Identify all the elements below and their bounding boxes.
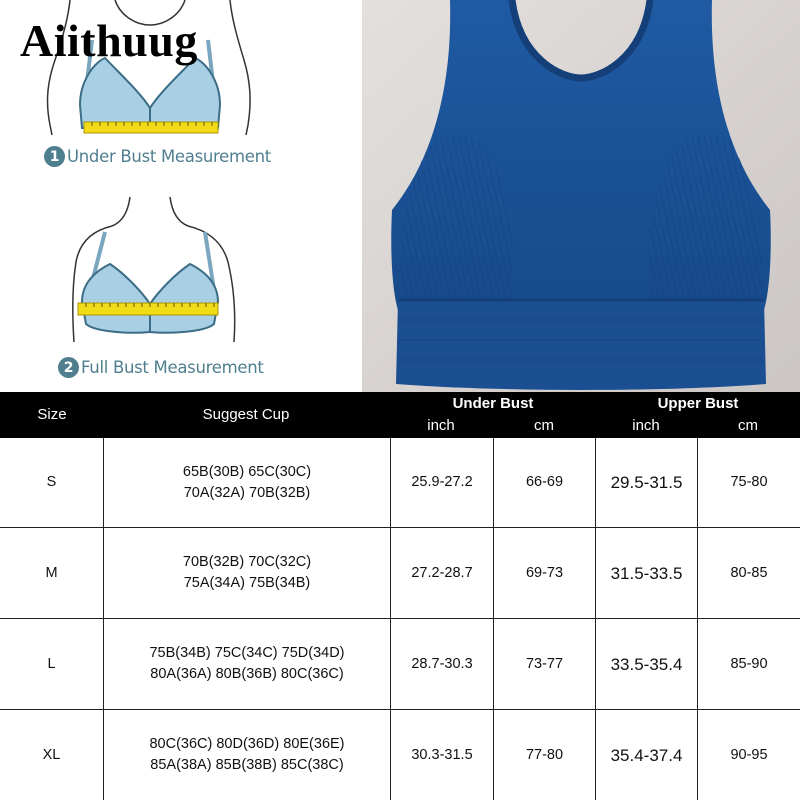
under-bust-caption [44, 146, 271, 167]
cup-line: 80C(36C) 80D(36D) 80E(36E) [149, 736, 345, 752]
size-cell: XL [42, 746, 61, 763]
table-row [0, 528, 800, 618]
cup-line: 70A(32A) 70B(32B) [183, 484, 311, 501]
header-suggest-cup: Suggest Cup [202, 406, 290, 423]
size-cell: L [47, 655, 56, 672]
cup-line: 85A(38A) 85B(38B) 85C(38C) [150, 757, 344, 773]
under-bust-cm-cell: 73-77 [525, 655, 564, 672]
cup-cell [104, 710, 390, 800]
upper-bust-inch-cell: 29.5-31.5 [610, 473, 683, 492]
header-upper-cm: cm [738, 417, 758, 434]
full-bust-label: Full Bust Measurement [81, 358, 264, 377]
full-bust-caption [58, 357, 264, 378]
size-cell: M [45, 564, 58, 581]
upper-bust-inch-cell: 33.5-35.4 [610, 654, 683, 674]
table-row [0, 438, 800, 527]
under-bust-inch-cell: 27.2-28.7 [411, 564, 473, 581]
under-bust-inch-cell: 28.7-30.3 [411, 655, 473, 672]
brand-logo: Aiithuug [20, 15, 198, 66]
under-bust-inch-cell: 25.9-27.2 [411, 474, 473, 490]
cup-line: 75A(34A) 75B(34B) [183, 575, 311, 591]
header-under-cm: cm [534, 417, 554, 434]
header-under-bust: Under Bust [452, 395, 534, 412]
cup-cell [104, 438, 390, 527]
step-number-1: 1 [44, 146, 65, 167]
under-bust-inch-cell: 30.3-31.5 [411, 746, 473, 763]
header-upper-inch: inch [632, 417, 660, 434]
top-section [0, 0, 800, 392]
table-row [0, 710, 800, 800]
size-cell: S [46, 474, 57, 490]
table-header [0, 392, 800, 438]
header-under-inch: inch [427, 417, 455, 434]
upper-bust-cm-cell: 80-85 [730, 564, 768, 581]
cup-cell [104, 619, 390, 709]
upper-bust-inch-cell: 35.4-37.4 [610, 745, 683, 765]
header-upper-bust: Upper Bust [657, 395, 739, 412]
header-size: Size [37, 406, 67, 423]
size-chart-table [0, 392, 800, 800]
table-body [0, 438, 800, 800]
product-photo [362, 0, 800, 392]
cup-line: 75B(34B) 75C(34C) 75D(34D) [149, 645, 345, 661]
cup-line: 65B(30B) 65C(30C) [182, 463, 312, 480]
cup-line: 70B(32B) 70C(32C) [182, 554, 312, 570]
upper-bust-cm-cell: 90-95 [730, 746, 768, 763]
step-number-2: 2 [58, 357, 79, 378]
upper-bust-cm-cell: 85-90 [730, 655, 768, 672]
cup-cell [104, 528, 390, 618]
upper-bust-cm-cell: 75-80 [730, 474, 768, 490]
under-bust-cm-cell: 77-80 [525, 746, 564, 763]
table-row [0, 619, 800, 709]
under-bust-cm-cell: 69-73 [525, 564, 564, 581]
under-bust-label: Under Bust Measurement [67, 147, 271, 166]
upper-bust-inch-cell: 31.5-33.5 [610, 563, 683, 583]
under-bust-cm-cell: 66-69 [525, 474, 564, 490]
cup-line: 80A(36A) 80B(36B) 80C(36C) [150, 666, 344, 682]
